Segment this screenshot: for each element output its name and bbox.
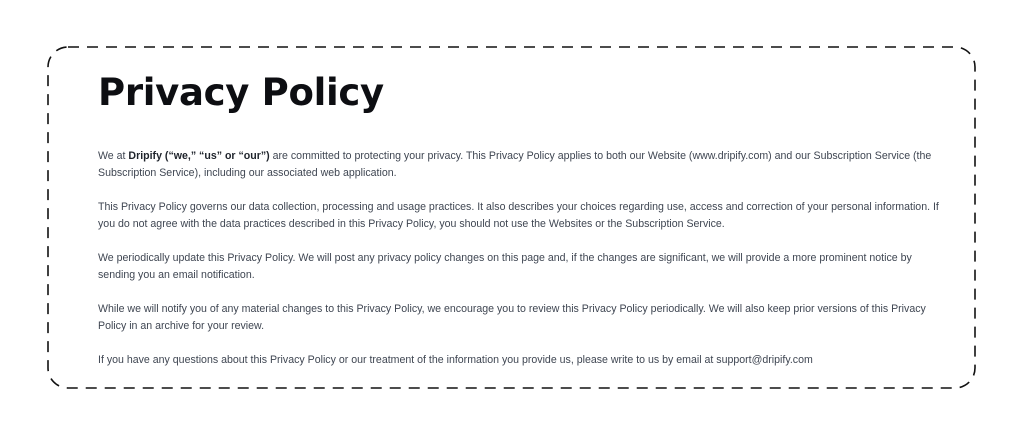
brand-name: Dripify (“we,” “us” or “our”) [128,150,270,162]
review-paragraph: While we will notify you of any material changes to this Privacy Policy, we encourage you to review this Privacy Policy periodically. We will also keep prior versions of this Privacy Policy in an archive for your review. [98,303,926,332]
updates-paragraph: We periodically update this Privacy Policy. We will post any privacy policy changes on this page and, if the changes are significant, we will provide a more prominent notice by sending you an email notification. [98,252,912,281]
policy-content [98,68,950,366]
policy-paragraphs [98,148,950,386]
page-title: Privacy Policy [98,71,384,114]
intro-paragraph [98,148,950,182]
privacy-policy-card [47,46,976,389]
contact-paragraph: If you have any questions about this Privacy Policy or our treatment of the information you provide us, please write to us by email at support@dripify.com [98,354,813,366]
intro-suffix: are committed to protecting your privacy. This Privacy Policy applies to both our Website (www.dripify.com) and our Subscription Service (the Subscription Service), including our associated web application. [98,150,932,179]
intro-prefix: We at [98,150,129,162]
data-practices-paragraph: This Privacy Policy governs our data collection, processing and usage practices. It also describes your choices regarding use, access and correction of your personal information. If you do not agree with the data practices described in this Privacy Policy, you should not use the Websites or the Subscription Service. [98,201,939,230]
